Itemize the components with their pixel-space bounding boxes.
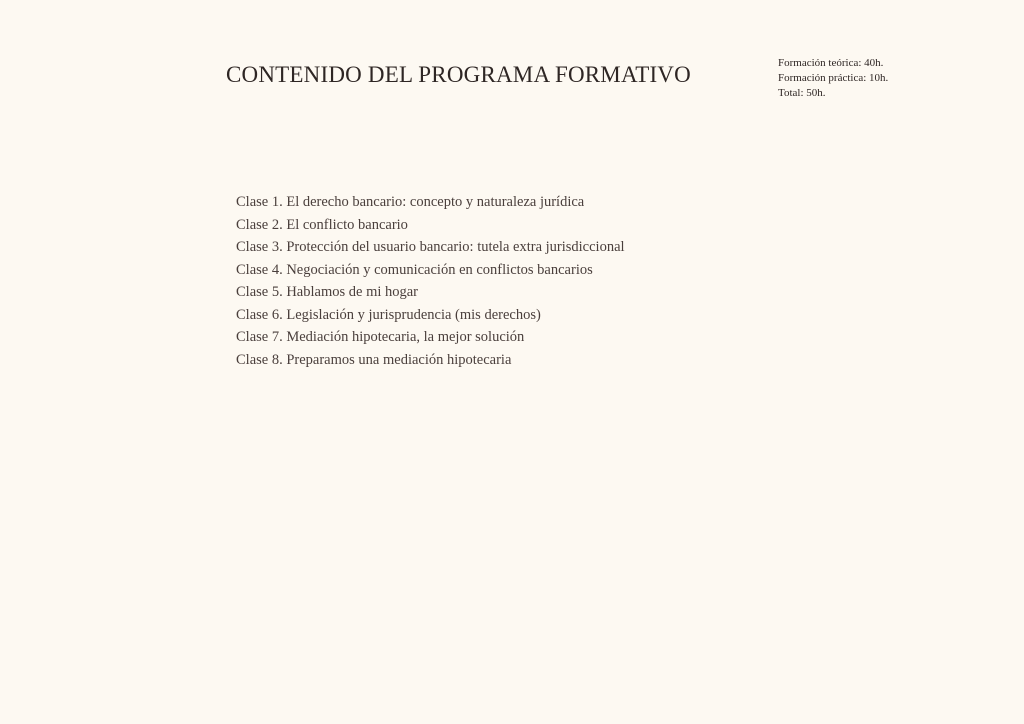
class-item-6: Clase 6. Legislación y jurisprudencia (mis derechos): [236, 306, 541, 323]
class-item-2: Clase 2. El conflicto bancario: [236, 216, 408, 233]
class-item-4: Clase 4. Negociación y comunicación en conflictos bancarios: [236, 261, 593, 278]
class-item-1: Clase 1. El derecho bancario: concepto y naturaleza jurídica: [236, 194, 585, 210]
class-item-8: Clase 8. Preparamos una mediación hipotecaria: [236, 351, 512, 368]
total-hours: Total: 50h.: [778, 87, 826, 99]
hours-summary: [778, 56, 888, 101]
theory-hours: Formación teórica: 40h.: [778, 57, 884, 69]
class-item-3: Clase 3. Protección del usuario bancario: tutela extra jurisdiccional: [236, 239, 625, 255]
class-item-7: Clase 7. Mediación hipotecaria, la mejor solución: [236, 329, 525, 345]
class-list: [236, 191, 625, 371]
page-title: CONTENIDO DEL PROGRAMA FORMATIVO: [226, 62, 691, 87]
class-item-5: Clase 5. Hablamos de mi hogar: [236, 284, 419, 300]
practice-hours: Formación práctica: 10h.: [778, 72, 889, 84]
